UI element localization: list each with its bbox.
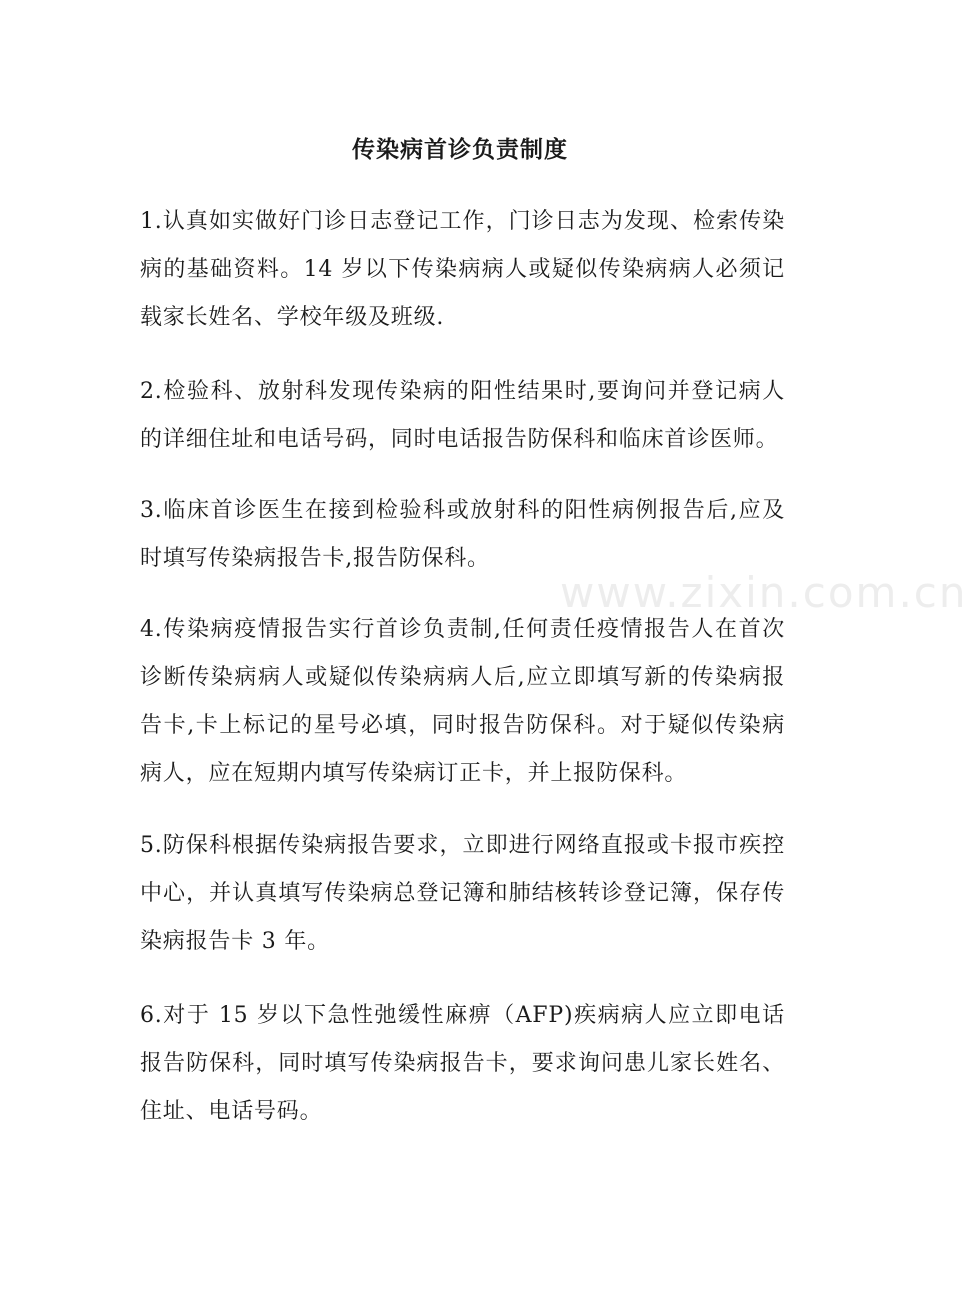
paragraph-4: 4.传染病疫情报告实行首诊负责制,任何责任疫情报告人在首次诊断传染病病人或疑似传染病病人后,应立即填写新的传染病报告卡,卡上标记的星号必填，同时报告防保科。对于疑似传染病病人，应在短期内填写传染病订正卡，并上报防保科。	[140, 617, 785, 786]
document-title: 传染病首诊负责制度	[352, 136, 568, 163]
watermark: www.zixin.com.cn	[560, 568, 968, 617]
paragraph-5: 5.防保科根据传染病报告要求，立即进行网络直报或卡报市疾控中心，并认真填写传染病总登记簿和肺结核转诊登记簿，保存传染病报告卡 3 年。	[140, 833, 785, 954]
paragraph-6: 6.对于 15 岁以下急性弛缓性麻痹（AFP)疾病病人应立即电话报告防保科，同时填写传染病报告卡，要求询问患儿家长姓名、住址、电话号码。	[140, 1003, 785, 1124]
paragraph-3: 3.临床首诊医生在接到检验科或放射科的阳性病例报告后,应及时填写传染病报告卡,报告防保科。	[140, 498, 785, 571]
paragraph-2: 2.检验科、放射科发现传染病的阳性结果时,要询问并登记病人的详细住址和电话号码，同时电话报告防保科和临床首诊医师。	[140, 379, 785, 452]
paragraph-1: 1.认真如实做好门诊日志登记工作，门诊日志为发现、检索传染病的基础资料。14 岁以下传染病病人或疑似传染病病人必须记载家长姓名、学校年级及班级.	[140, 209, 785, 330]
